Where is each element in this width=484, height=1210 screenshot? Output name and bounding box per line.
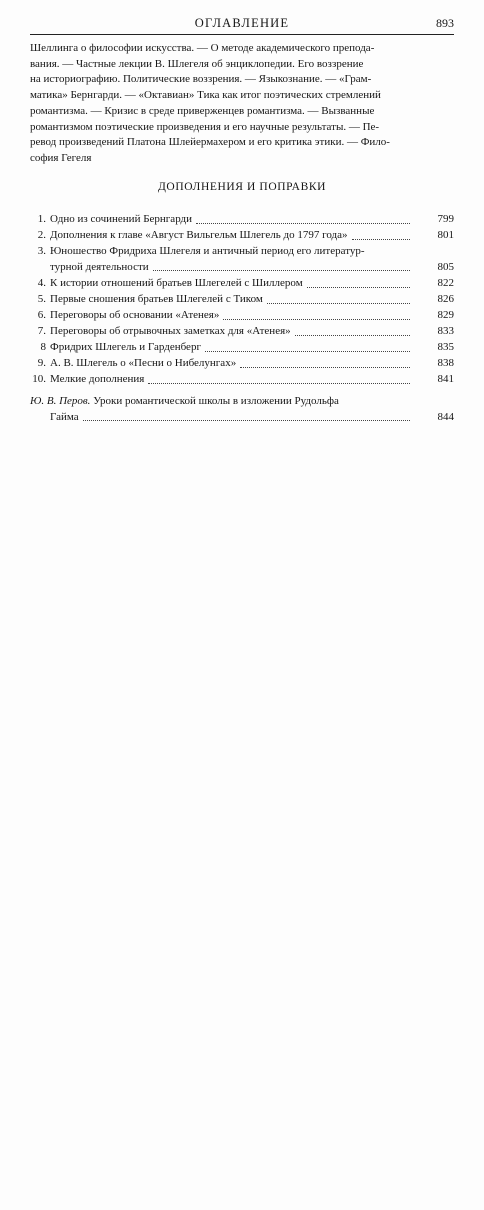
toc-title: К истории отношений братьев Шлегелей с Шиллером: [50, 277, 303, 289]
page-header: [30, 12, 454, 35]
leader-dots: [267, 295, 410, 304]
intro-line: софия Гегеля: [30, 151, 92, 164]
toc-entry[interactable]: [30, 276, 454, 292]
toc-title: Фридрих Шлегель и Гарденберг: [50, 341, 201, 353]
toc-number: 4.: [37, 277, 46, 289]
toc-title: Юношество Фридриха Шлегеля и античный период его литератур-: [50, 245, 365, 257]
toc-page: 799: [437, 213, 454, 225]
toc-page: 835: [437, 341, 454, 353]
toc-entry[interactable]: [30, 324, 454, 340]
toc-number: 3.: [37, 245, 46, 257]
intro-line: вания. — Частные лекции В. Шлегеля об энциклопедии. Его воззрение: [30, 57, 364, 70]
leader-dots: [83, 412, 410, 421]
toc-entry[interactable]: [30, 340, 454, 356]
toc-title-cont: Гайма: [50, 410, 79, 423]
toc-number: 1.: [37, 213, 46, 225]
toc-page: 801: [437, 229, 454, 241]
toc-title: Первые сношения братьев Шлегелей с Тиком: [50, 293, 263, 305]
toc-title: Уроки романтической школы в изложении Рудольфа: [93, 395, 339, 407]
toc-title: Дополнения к главе «Август Вильгельм Шлегель до 1797 года»: [50, 229, 348, 241]
page-number: 893: [436, 16, 454, 30]
toc-number: 8: [40, 341, 46, 353]
intro-line: на историографию. Политические воззрения. — Языкознание. — «Грам-: [30, 73, 372, 86]
intro-line: ревод произведений Платона Шлейермахером и его критика этики. — Фило-: [30, 136, 390, 149]
toc-title: Мелкие дополнения: [50, 373, 145, 385]
toc-page: 829: [437, 309, 454, 321]
intro-line: романтизма. — Кризис в среде приверженцев романтизма. — Вызванные: [30, 104, 375, 117]
toc-number: 2.: [37, 229, 46, 241]
leader-dots: [295, 327, 410, 336]
author-name: Ю. В. Перов.: [30, 395, 91, 407]
toc-number: 7.: [37, 325, 46, 337]
leader-dots: [148, 375, 410, 384]
toc-entry[interactable]: [30, 372, 454, 388]
toc-entry[interactable]: [30, 228, 454, 244]
toc-title: А. В. Шлегель о «Песни о Нибелунгах»: [50, 357, 237, 369]
toc-page: 833: [437, 325, 454, 337]
toc-title: Переговоры об отрывочных заметках для «Атенея»: [50, 325, 291, 337]
intro-paragraph: [30, 41, 454, 167]
leader-dots: [240, 359, 410, 368]
page-title: ОГЛАВЛЕНИЕ: [194, 16, 290, 30]
toc-page: 841: [437, 373, 454, 385]
toc-number: 6.: [37, 309, 46, 321]
leader-dots: [223, 311, 410, 320]
toc-entry[interactable]: [30, 212, 454, 228]
toc-number: 10.: [32, 373, 46, 385]
toc-title: Одно из сочинений Бернгарди: [50, 213, 193, 225]
toc-number: 5.: [37, 293, 46, 305]
leader-dots: [307, 279, 410, 288]
intro-line: матика» Бернгарди. — «Октавиан» Тика как итог поэтических стремлений: [30, 89, 381, 102]
toc-entry-afterword[interactable]: [30, 394, 454, 425]
leader-dots: [352, 231, 410, 240]
toc-title: Переговоры об основании «Атенея»: [50, 309, 220, 321]
section-heading: ДОПОЛНЕНИЯ И ПОПРАВКИ: [157, 181, 327, 193]
toc-entry[interactable]: [30, 292, 454, 308]
toc-entry[interactable]: [30, 308, 454, 324]
leader-dots: [205, 343, 410, 352]
toc-page: 822: [437, 277, 454, 289]
toc-number: 9.: [37, 357, 46, 369]
intro-line: романтизмом поэтические произведения и его научные результаты. — Пе-: [30, 120, 380, 133]
intro-line: Шеллинга о философии искусства. — О методе академического препода-: [30, 42, 375, 54]
toc-page: 826: [437, 293, 454, 305]
leader-dots: [196, 215, 410, 224]
toc-page: 838: [437, 357, 454, 369]
toc-page: 844: [437, 411, 454, 423]
toc-entry[interactable]: [30, 244, 454, 275]
leader-dots: [153, 262, 410, 271]
toc-page: 805: [437, 261, 454, 273]
toc-title-cont: турной деятельности: [50, 260, 149, 273]
toc-entry[interactable]: [30, 356, 454, 372]
